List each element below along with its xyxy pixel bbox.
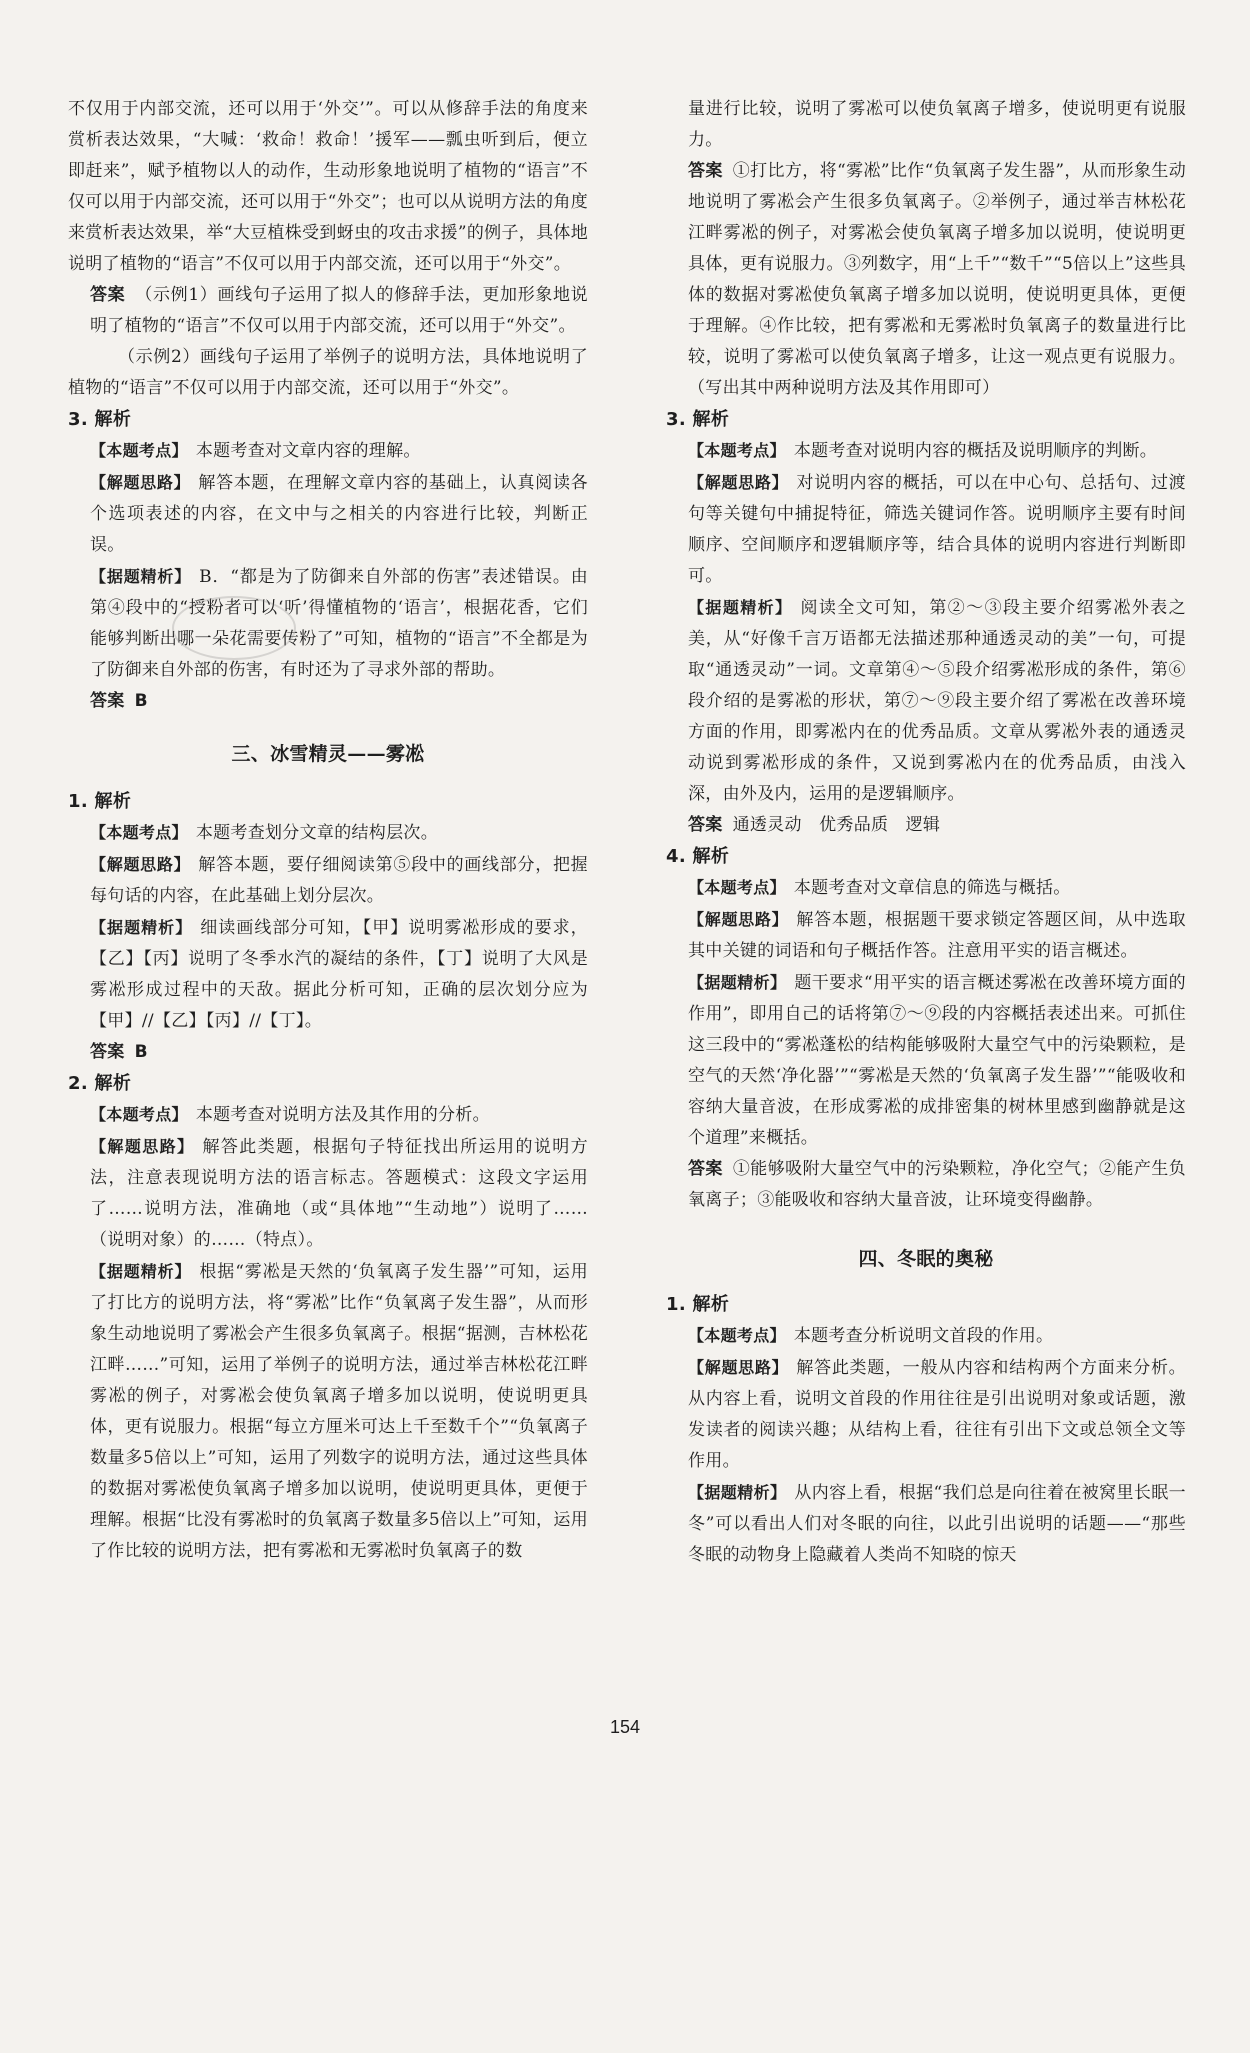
analysis-kaodian (666, 872, 1186, 904)
question-heading: 1. 解析 (666, 1294, 730, 1315)
answer-text: B (134, 691, 148, 711)
tag-label: 【本题考点】 (90, 441, 188, 460)
analysis-silu (666, 467, 1186, 592)
analysis-text: 解答此类题，根据句子特征找出所运用的说明方法，注意表现说明方法的语言标志。答题模式：这段文字运用了……说明方法，准确地（或“具体地”“生动地”）说明了……（说明对象）的……（特点）。 (90, 1137, 588, 1250)
analysis-text: 阅读全文可知，第②～③段主要介绍雾凇外表之美，从“好像千言万语都无法描述那种通透灵动的美”一句，可提取“通透灵动”一词。文章第④～⑤段介绍雾凇形成的条件，第⑥段介绍的是雾凇的形状，第⑦～⑨段主要介绍了雾凇在改善环境方面的作用，即雾凇内在的优秀品质。文章从雾凇外表的通透灵动说到雾凇形成的条件，又说到雾凇内在的优秀品质，由浅入深，由外及内，运用的是逻辑顺序。 (688, 598, 1186, 804)
analysis-text: 根据“雾凇是天然的‘负氧离子发生器’”可知，运用了打比方的说明方法，将“雾凇”比作“负氧离子发生器”，从而形象生动地说明了雾凇会产生很多负氧离子。根据“据测，吉林松花江畔……”可知，运用了举例子的说明方法，通过举吉林松花江畔雾凇的例子，对雾凇会使负氧离子增多加以说明，使说明更具体，更有说服力。根据“每立方厘米可达上千至数千个”“负氧离子数量多5倍以上”可知，运用了列数字的说明方法，通过这些具体的数据对雾凇使负氧离子增多加以说明，使说明更具体，更便于理解。根据“比没有雾凇时的负氧离子数量多5倍以上”可知，运用了作比较的说明方法，把有雾凇和无雾凇时负氧离子的数 (90, 1262, 588, 1561)
analysis-jingxi (666, 592, 1186, 810)
analysis-silu (666, 904, 1186, 967)
analysis-text: 本题考查对文章内容的理解。 (195, 441, 421, 461)
analysis-text: 解答本题，在理解文章内容的基础上，认真阅读各个选项表述的内容，在文中与之相关的内容进行比较，判断正误。 (90, 473, 588, 555)
tag-label: 【本题考点】 (90, 823, 188, 842)
analysis-jingxi (666, 1477, 1186, 1571)
right-column (666, 94, 1186, 1571)
answer-paragraph (68, 280, 588, 342)
answer-text: 通透灵动 优秀品质 逻辑 (732, 815, 941, 835)
tag-label: 【本题考点】 (688, 1326, 786, 1345)
analysis-kaodian (666, 1320, 1186, 1352)
analysis-jingxi (68, 1256, 588, 1567)
tag-label: 【据题精析】 (688, 973, 787, 992)
analysis-silu (68, 467, 588, 561)
question-heading: 2. 解析 (68, 1073, 132, 1094)
tag-label: 【解题思路】 (688, 473, 789, 492)
tag-label: 【解题思路】 (90, 855, 191, 874)
analysis-text: 解答此类题，一般从内容和结构两个方面来分析。从内容上看，说明文首段的作用往往是引出说明对象或话题，激发读者的阅读兴趣；从结构上看，往往有引出下文或总领全文等作用。 (688, 1358, 1186, 1471)
analysis-text: 对说明内容的概括，可以在中心句、总括句、过渡句等关键句中捕捉特征，筛选关键词作答。说明顺序主要有时间顺序、空间顺序和逻辑顺序等，结合具体的说明内容进行判断即可。 (688, 473, 1186, 586)
analysis-text: 解答本题，要仔细阅读第⑤段中的画线部分，把握每句话的内容，在此基础上划分层次。 (90, 855, 588, 906)
answer-label: 答案 (688, 815, 723, 835)
watermark-stamp (172, 596, 296, 660)
question-heading: 4. 解析 (666, 846, 730, 867)
tag-label: 【据题精析】 (688, 598, 793, 617)
analysis-silu (68, 1131, 588, 1256)
analysis-kaodian (68, 1099, 588, 1131)
answer-paragraph: （示例2）画线句子运用了举例子的说明方法，具体地说明了植物的“语言”不仅可以用于内部交流，还可以用于“外交”。 (68, 347, 588, 398)
analysis-jingxi (68, 561, 588, 686)
left-column (68, 94, 588, 1567)
tag-label: 【解题思路】 (90, 1137, 195, 1156)
analysis-text: 本题考查划分文章的结构层次。 (195, 823, 439, 843)
tag-label: 【本题考点】 (688, 878, 786, 897)
analysis-text: 解答本题，根据题干要求锁定答题区间，从中选取其中关键的词语和句子概括作答。注意用平实的语言概述。 (688, 910, 1186, 961)
page-number: 154 (609, 1717, 641, 1737)
answer-paragraph (666, 810, 1186, 841)
analysis-kaodian (68, 817, 588, 849)
tag-label: 【据题精析】 (90, 1262, 192, 1281)
analysis-text: 本题考查分析说明文首段的作用。 (793, 1326, 1054, 1346)
tag-label: 【据题精析】 (90, 567, 192, 586)
question-heading: 1. 解析 (68, 791, 132, 812)
paragraph: 量进行比较，说明了雾凇可以使负氧离子增多，使说明更有说服力。 (688, 99, 1186, 150)
question-heading: 3. 解析 (666, 409, 730, 430)
section-title: 四、冬眠的奥秘 (858, 1248, 994, 1270)
answer-text: ①打比方，将“雾凇”比作“负氧离子发生器”，从而形象生动地说明了雾凇会产生很多负氧离子。②举例子，通过举吉林松花江畔雾凇的例子，对雾凇会使负氧离子增多加以说明，使说明更具体，更有说服力。③列数字，用“上千”“数千”“5倍以上”这些具体的数据对雾凇使负氧离子增多加以说明，使说明更具体，更便于理解。④作比较，把有雾凇和无雾凇时负氧离子的数量进行比较，说明了雾凇可以使负氧离子增多，让这一观点更有说服力。（写出其中两种说明方法及其作用即可） (688, 161, 1186, 398)
analysis-text: 本题考查对说明方法及其作用的分析。 (195, 1105, 490, 1125)
answer-label: 答案 (688, 161, 723, 181)
analysis-text: 本题考查对说明内容的概括及说明顺序的判断。 (793, 441, 1158, 461)
tag-label: 【本题考点】 (90, 1105, 188, 1124)
analysis-silu (666, 1352, 1186, 1477)
section-title: 三、冰雪精灵——雾凇 (231, 743, 425, 765)
analysis-text: B．“都是为了防御来自外部的伤害”表述错误。由第④段中的“授粉者可以‘听’得懂植物的‘语言’，根据花香，它们能够判断出哪一朵花需要传粉了”可知，植物的“语言”不全都是为了防御来自外部的伤害，有时还为了寻求外部的帮助。 (90, 567, 588, 680)
answer-paragraph (666, 1154, 1186, 1216)
question-heading: 3. 解析 (68, 409, 132, 430)
analysis-text: 题干要求“用平实的语言概述雾凇在改善环境方面的作用”，即用自己的话将第⑦～⑨段的内容概括表述出来。可抓住这三段中的“雾凇蓬松的结构能够吸附大量空气中的污染颗粒，是空气的天然‘净化器’”“雾凇是天然的‘负氧离子发生器’”“能吸收和容纳大量音波，在形成雾凇的成排密集的树林里感到幽静就是这个道理”来概括。 (688, 973, 1186, 1148)
tag-label: 【解题思路】 (90, 473, 191, 492)
answer-text: B (134, 1042, 148, 1062)
analysis-silu (68, 849, 588, 912)
tag-label: 【本题考点】 (688, 441, 786, 460)
analysis-text: 本题考查对文章信息的筛选与概括。 (793, 878, 1071, 898)
tag-label: 【解题思路】 (688, 1358, 789, 1377)
answer-label: 答案 (90, 691, 125, 711)
answer-paragraph (68, 686, 588, 717)
paragraph: 不仅用于内部交流，还可以用于‘外交’”。可以从修辞手法的角度来赏析表达效果，“大喊：‘救命！救命！’援军——瓢虫听到后，便立即赶来”，赋予植物以人的动作，生动形象地说明了植物的“语言”不仅可以用于内部交流，还可以用于“外交”；也可以从说明方法的角度来赏析表达效果，举“大豆植株受到蚜虫的攻击求援”的例子，具体地说明了植物的“语言”不仅可以用于内部交流，还可以用于“外交”。 (68, 99, 588, 274)
tag-label: 【据题精析】 (90, 918, 193, 937)
answer-label: 答案 (688, 1159, 723, 1179)
analysis-jingxi (666, 967, 1186, 1154)
answer-paragraph (666, 156, 1186, 404)
tag-label: 【据题精析】 (688, 1483, 787, 1502)
tag-label: 【解题思路】 (688, 910, 789, 929)
answer-label: 答案 (90, 1042, 125, 1062)
answer-text: ①能够吸附大量空气中的污染颗粒，净化空气；②能产生负氧离子；③能吸收和容纳大量音波，让环境变得幽静。 (688, 1159, 1186, 1210)
analysis-text: 细读画线部分可知，【甲】说明雾凇形成的要求，【乙】【丙】说明了冬季水汽的凝结的条件，【丁】说明了大风是雾凇形成过程中的天敌。据此分析可知，正确的层次划分应为【甲】//【乙】【丙】//【丁】。 (90, 918, 588, 1031)
analysis-jingxi (68, 912, 588, 1037)
analysis-text: 从内容上看，根据“我们总是向往着在被窝里长眠一冬”可以看出人们对冬眠的向往，以此引出说明的话题——“那些冬眠的动物身上隐藏着人类尚不知晓的惊天 (688, 1483, 1186, 1565)
analysis-kaodian (68, 435, 588, 467)
answer-label: 答案 (90, 285, 126, 305)
answer-text: （示例1）画线句子运用了拟人的修辞手法，更加形象地说明了植物的“语言”不仅可以用于内部交流，还可以用于“外交”。 (90, 285, 588, 336)
answer-paragraph (68, 1037, 588, 1068)
analysis-kaodian (666, 435, 1186, 467)
